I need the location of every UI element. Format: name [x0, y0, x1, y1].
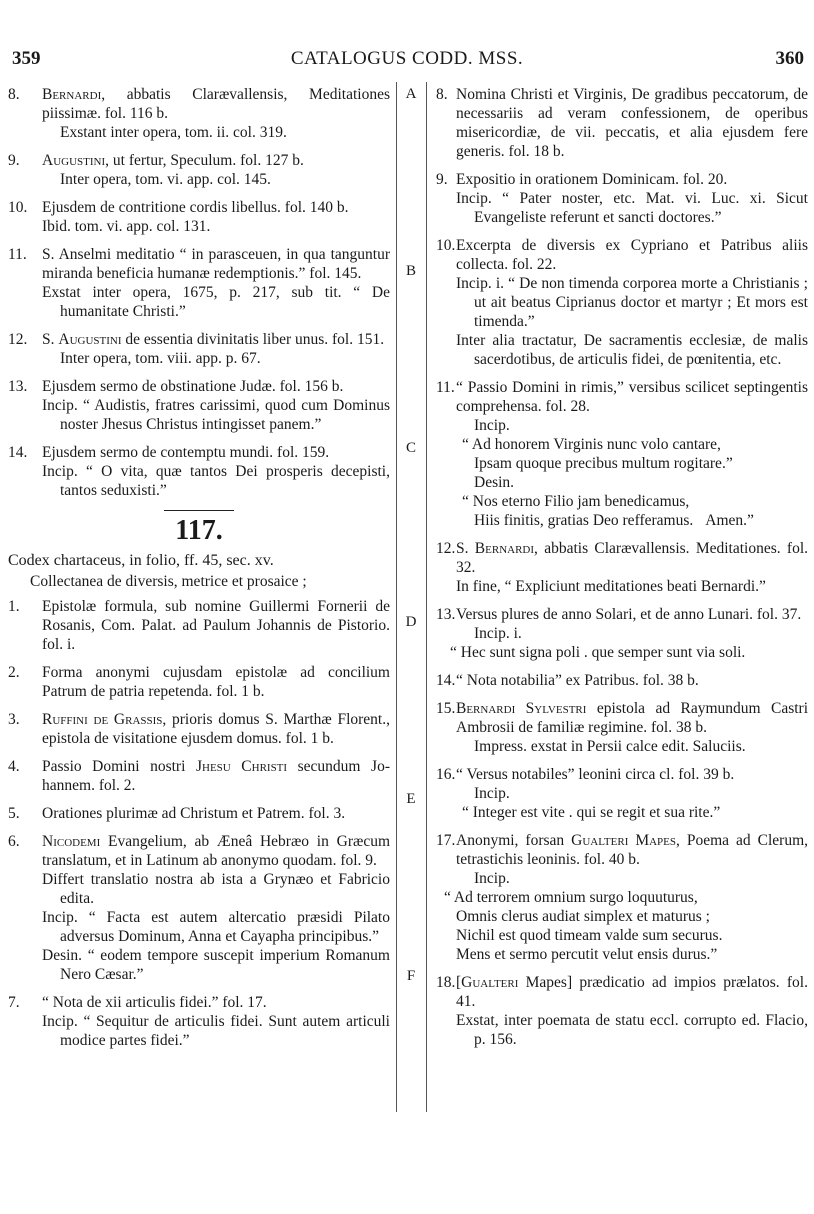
entry-13 [8, 377, 390, 434]
entry-text: “ Passio Domini in rimis,” versibus scilicet septingentis comprehensa. fol. 28. [456, 379, 808, 415]
verse-line: “ Integer est vite . qui se regit et sua rite.” [462, 804, 721, 821]
entry-14 [8, 443, 390, 500]
margin-letter-d: D [405, 614, 417, 630]
entry-text: “ Versus notabiles” leonini circa cl. fol. 39 b. [456, 766, 735, 783]
margin-letter-c: C [405, 440, 416, 456]
entry-note: Inter alia tractatur, De sacramentis ecclesiæ, de malis sacerdotibus, de articulis fidei, de pœnitentia, etc. [456, 332, 808, 368]
author-name: Ruffini de Grassis [42, 711, 163, 728]
left-column [8, 85, 390, 1059]
entry-text: S. Anselmi meditatio “ in parasceuen, in qua tanguntur miranda beneficia humanæ redemptionis.” fol. 145. [42, 246, 390, 282]
codex-entry-9 [436, 170, 808, 227]
codex-entry-2 [8, 663, 390, 701]
author-name: Gualteri [461, 974, 519, 991]
entry-note: Exstat inter opera, 1675, p. 217, sub tit. “ De humanitate Christi.” [42, 284, 390, 320]
codex-subheading: Collectanea de diversis, metrice et prosaice ; [30, 573, 307, 590]
entry-number: 10. [8, 199, 28, 216]
codex-heading: Codex chartaceus, in folio, ff. 45, sec. xv. [8, 552, 274, 569]
entry-note: Exstant inter opera, tom. ii. col. 319. [60, 124, 287, 141]
verse-line: Mens et sermo percutit velut ensis durus.” [456, 946, 718, 963]
codex-entry-3 [8, 710, 390, 748]
entry-10 [8, 198, 390, 236]
entry-text: Ejusdem sermo de contemptu mundi. fol. 159. [42, 444, 330, 461]
verse-line: Omnis clerus audiat simplex et maturus ; [456, 908, 710, 925]
entry-prefix: S. [42, 331, 59, 348]
entry-desinit: Desin. “ eodem tempore suscepit imperium Romanum Nero Cæsar.” [42, 947, 390, 983]
codex-entry-13 [436, 605, 808, 662]
running-title: CATALOGUS CODD. MSS. [290, 48, 524, 69]
entry-number: 9. [436, 171, 448, 188]
entry-number: 11. [436, 379, 455, 396]
codex-entry-7 [8, 993, 390, 1050]
entry-note: Incip. “ Audistis, fratres carissimi, quod cum Dominus noster Jhesus Christus intingisset panem.” [42, 397, 390, 433]
entry-8 [8, 85, 390, 142]
entry-number: 18. [436, 974, 456, 991]
verse-line: Ipsam quoque precibus multum rogitare.” [474, 455, 733, 472]
entry-number: 15. [436, 700, 456, 717]
entry-incipit: Incip. “ Facta est autem altercatio præsidi Pilato adversus Dominum, Anna et Cayapha principibus.” [42, 909, 390, 945]
author-name: Gualteri Mapes [571, 832, 677, 849]
entry-prefix: Passio Domini nostri [42, 758, 196, 775]
entry-number: 17. [436, 832, 456, 849]
entry-text: , Poema ad Clerum, tetrastichis leoninis. fol. 40 b. [456, 832, 808, 868]
entry-note: Inter opera, tom. vi. app. col. 145. [60, 171, 271, 188]
verse-text: Hiis finitis, gratias Deo refferamus. [474, 512, 694, 529]
entry-note: Impress. exstat in Persii calce edit. Saluciis. [474, 738, 746, 755]
verse-line [436, 511, 808, 530]
margin-letter-e: E [406, 791, 416, 807]
margin-letter-a: A [405, 86, 417, 102]
incipit-label: Incip. [474, 417, 510, 434]
verse-line: “ Ad terrorem omnium surgo loquuturus, [444, 889, 698, 906]
entry-number: 5. [8, 805, 20, 822]
entry-text: , ut fertur, Speculum. fol. 127 b. [105, 152, 304, 169]
codex-entry-6 [8, 832, 390, 984]
author-name: Bernardi [474, 540, 535, 557]
incipit-label: Incip. i. [474, 625, 522, 642]
verse-amen: Amen.” [705, 512, 754, 529]
entry-incipit: Incip. “ Pater noster, etc. Mat. vi. Luc. xi. Sicut Evangeliste referunt et sancti doctores.” [456, 190, 808, 226]
page-header [0, 48, 814, 74]
codex-entry-8 [436, 85, 808, 161]
author-name: Bernardi Sylvestri [456, 700, 587, 717]
entry-text: Forma anonymi cujusdam epistolæ ad concilium Patrum de patria repetenda. fol. 1 b. [42, 664, 390, 700]
codex-entry-17 [436, 831, 808, 964]
entry-text: de essentia divinitatis liber unus. fol. 151. [121, 331, 385, 348]
desinit-label: Desin. [474, 474, 515, 491]
entry-text: , abbatis Clarævallensis, Meditationes piissimæ. fol. 116 b. [42, 86, 390, 122]
entry-text: epistola ad Raymundum Castri Ambrosii de familiæ regimine. fol. 38 b. [456, 700, 809, 736]
verse-line: “ Nos eterno Filio jam benedicamus, [462, 493, 690, 510]
incipit-label: Incip. [474, 870, 510, 887]
entry-text: Ejusdem de contritione cordis libellus. fol. 140 b. [42, 199, 349, 216]
verse-line: “ Ad honorem Virginis nunc volo cantare, [462, 436, 721, 453]
incipit-label: Incip. [474, 785, 510, 802]
entry-number: 2. [8, 664, 20, 681]
codex-entry-14 [436, 671, 808, 690]
author-name: Jhesu Christi [195, 758, 288, 775]
codex-entry-16 [436, 765, 808, 822]
entry-number: 8. [436, 86, 448, 103]
entry-text: Expositio in orationem Dominicam. fol. 20. [456, 171, 728, 188]
entry-text: Mapes] prædicatio ad impios prælatos. fol. 41. [456, 974, 808, 1010]
author-name: Nicodemi [42, 833, 101, 850]
entry-text: “ Nota de xii articulis fidei.” fol. 17. [42, 994, 267, 1011]
entry-9 [8, 151, 390, 189]
entry-number: 7. [8, 994, 20, 1011]
entry-number: 12. [8, 331, 28, 348]
entry-text: Orationes plurimæ ad Christum et Patrem. fol. 3. [42, 805, 346, 822]
codex-entry-18 [436, 973, 808, 1049]
entry-number: 11. [8, 246, 27, 263]
entry-note: In fine, “ Expliciunt meditationes beati Bernardi.” [456, 578, 766, 595]
entry-note: Inter opera, tom. viii. app. p. 67. [60, 350, 261, 367]
author-name: Augustini [58, 331, 122, 348]
codex-entry-11 [436, 378, 808, 530]
entry-prefix: [ [456, 974, 462, 991]
entry-note: Exstat, inter poemata de statu eccl. corrupto ed. Flacio, p. 156. [456, 1012, 808, 1048]
entry-number: 16. [436, 766, 456, 783]
left-page-number: 359 [12, 48, 41, 69]
column-rule-right [426, 82, 427, 1112]
entry-11 [8, 245, 390, 321]
column-rule-left [396, 82, 397, 1112]
entry-incipit: Incip. i. “ De non timenda corporea morte a Christianis ; ut ait beatus Ciprianus doctor et martyr ; Et mors est timenda.” [456, 275, 808, 330]
entry-text: , abbatis Clarævallensis. Meditationes. fol. 32. [456, 540, 808, 576]
codex-entry-12 [436, 539, 808, 596]
entry-note: Incip. “ O vita, quæ tantos Dei prosperis decepisti, tantos seduxisti.” [42, 463, 390, 499]
entry-number: 10. [436, 237, 456, 254]
verse-line: “ Hec sunt signa poli . que semper sunt via soli. [450, 644, 746, 661]
entry-12 [8, 330, 390, 368]
right-page-number: 360 [775, 48, 804, 69]
entry-text: Excerpta de diversis ex Cypriano et Patribus aliis collecta. fol. 22. [456, 237, 808, 273]
codex-entry-10 [436, 236, 808, 369]
entry-text: Nomina Christi et Virginis, De gradibus peccatorum, de necessariis ad veram confessionem, de operibus misericordiæ, de vii. peccatis, et alia ejusdem fere generis. fol. 18 b. [456, 86, 808, 160]
entry-incipit: Incip. “ Sequitur de articulis fidei. Sunt autem articuli modice partes fidei.” [42, 1013, 390, 1049]
author-name: Augustini [42, 152, 106, 169]
codex-entry-1 [8, 597, 390, 654]
entry-text: Versus plures de anno Solari, et de anno Lunari. fol. 37. [456, 606, 802, 623]
entry-number: 9. [8, 152, 20, 169]
codex-number: 117. [175, 515, 223, 546]
entry-number: 4. [8, 758, 20, 775]
entry-number: 6. [8, 833, 20, 850]
entry-text: , prioris domus S. Marthæ Florent., epistola de visitatione ejusdem domus. fol. 1 b. [42, 711, 390, 747]
entry-text: “ Nota notabilia” ex Patribus. fol. 38 b. [456, 672, 699, 689]
entry-text: Epistolæ formula, sub nomine Guillermi Fornerii de Rosanis, Com. Palat. ad Paulum Johannis de Pistorio. fol. i. [42, 598, 390, 653]
margin-letter-f: F [406, 968, 416, 984]
verse-line: Nichil est quod timeam valde sum securus. [456, 927, 723, 944]
entry-text: Ejusdem sermo de obstinatione Judæ. fol. 156 b. [42, 378, 344, 395]
margin-letter-b: B [405, 263, 416, 279]
entry-number: 13. [436, 606, 456, 623]
entry-number: 8. [8, 86, 20, 103]
entry-prefix: Anonymi, forsan [456, 832, 572, 849]
entry-note: Differt translatio nostra ab ista a Grynæo et Fabricio edita. [42, 871, 390, 907]
entry-number: 12. [436, 540, 456, 557]
codex-entry-15 [436, 699, 808, 756]
entry-number: 3. [8, 711, 20, 728]
entry-number: 13. [8, 378, 28, 395]
codex-entry-4 [8, 757, 390, 795]
entry-prefix: S. [456, 540, 475, 557]
entry-text: secundum Johannem. fol. 2. [42, 758, 390, 794]
entry-number: 1. [8, 598, 20, 615]
right-column [436, 85, 808, 1058]
entry-number: 14. [8, 444, 28, 461]
entry-number: 14. [436, 672, 456, 689]
section-divider [164, 510, 234, 511]
author-name: Bernardi [42, 86, 102, 103]
entry-note: Ibid. tom. vi. app. col. 131. [42, 218, 211, 235]
codex-entry-5 [8, 804, 390, 823]
entry-text: Evangelium, ab Æneâ Hebræo in Græcum translatum, et in Latinum ab anonymo quodam. fol. 9. [42, 833, 390, 869]
